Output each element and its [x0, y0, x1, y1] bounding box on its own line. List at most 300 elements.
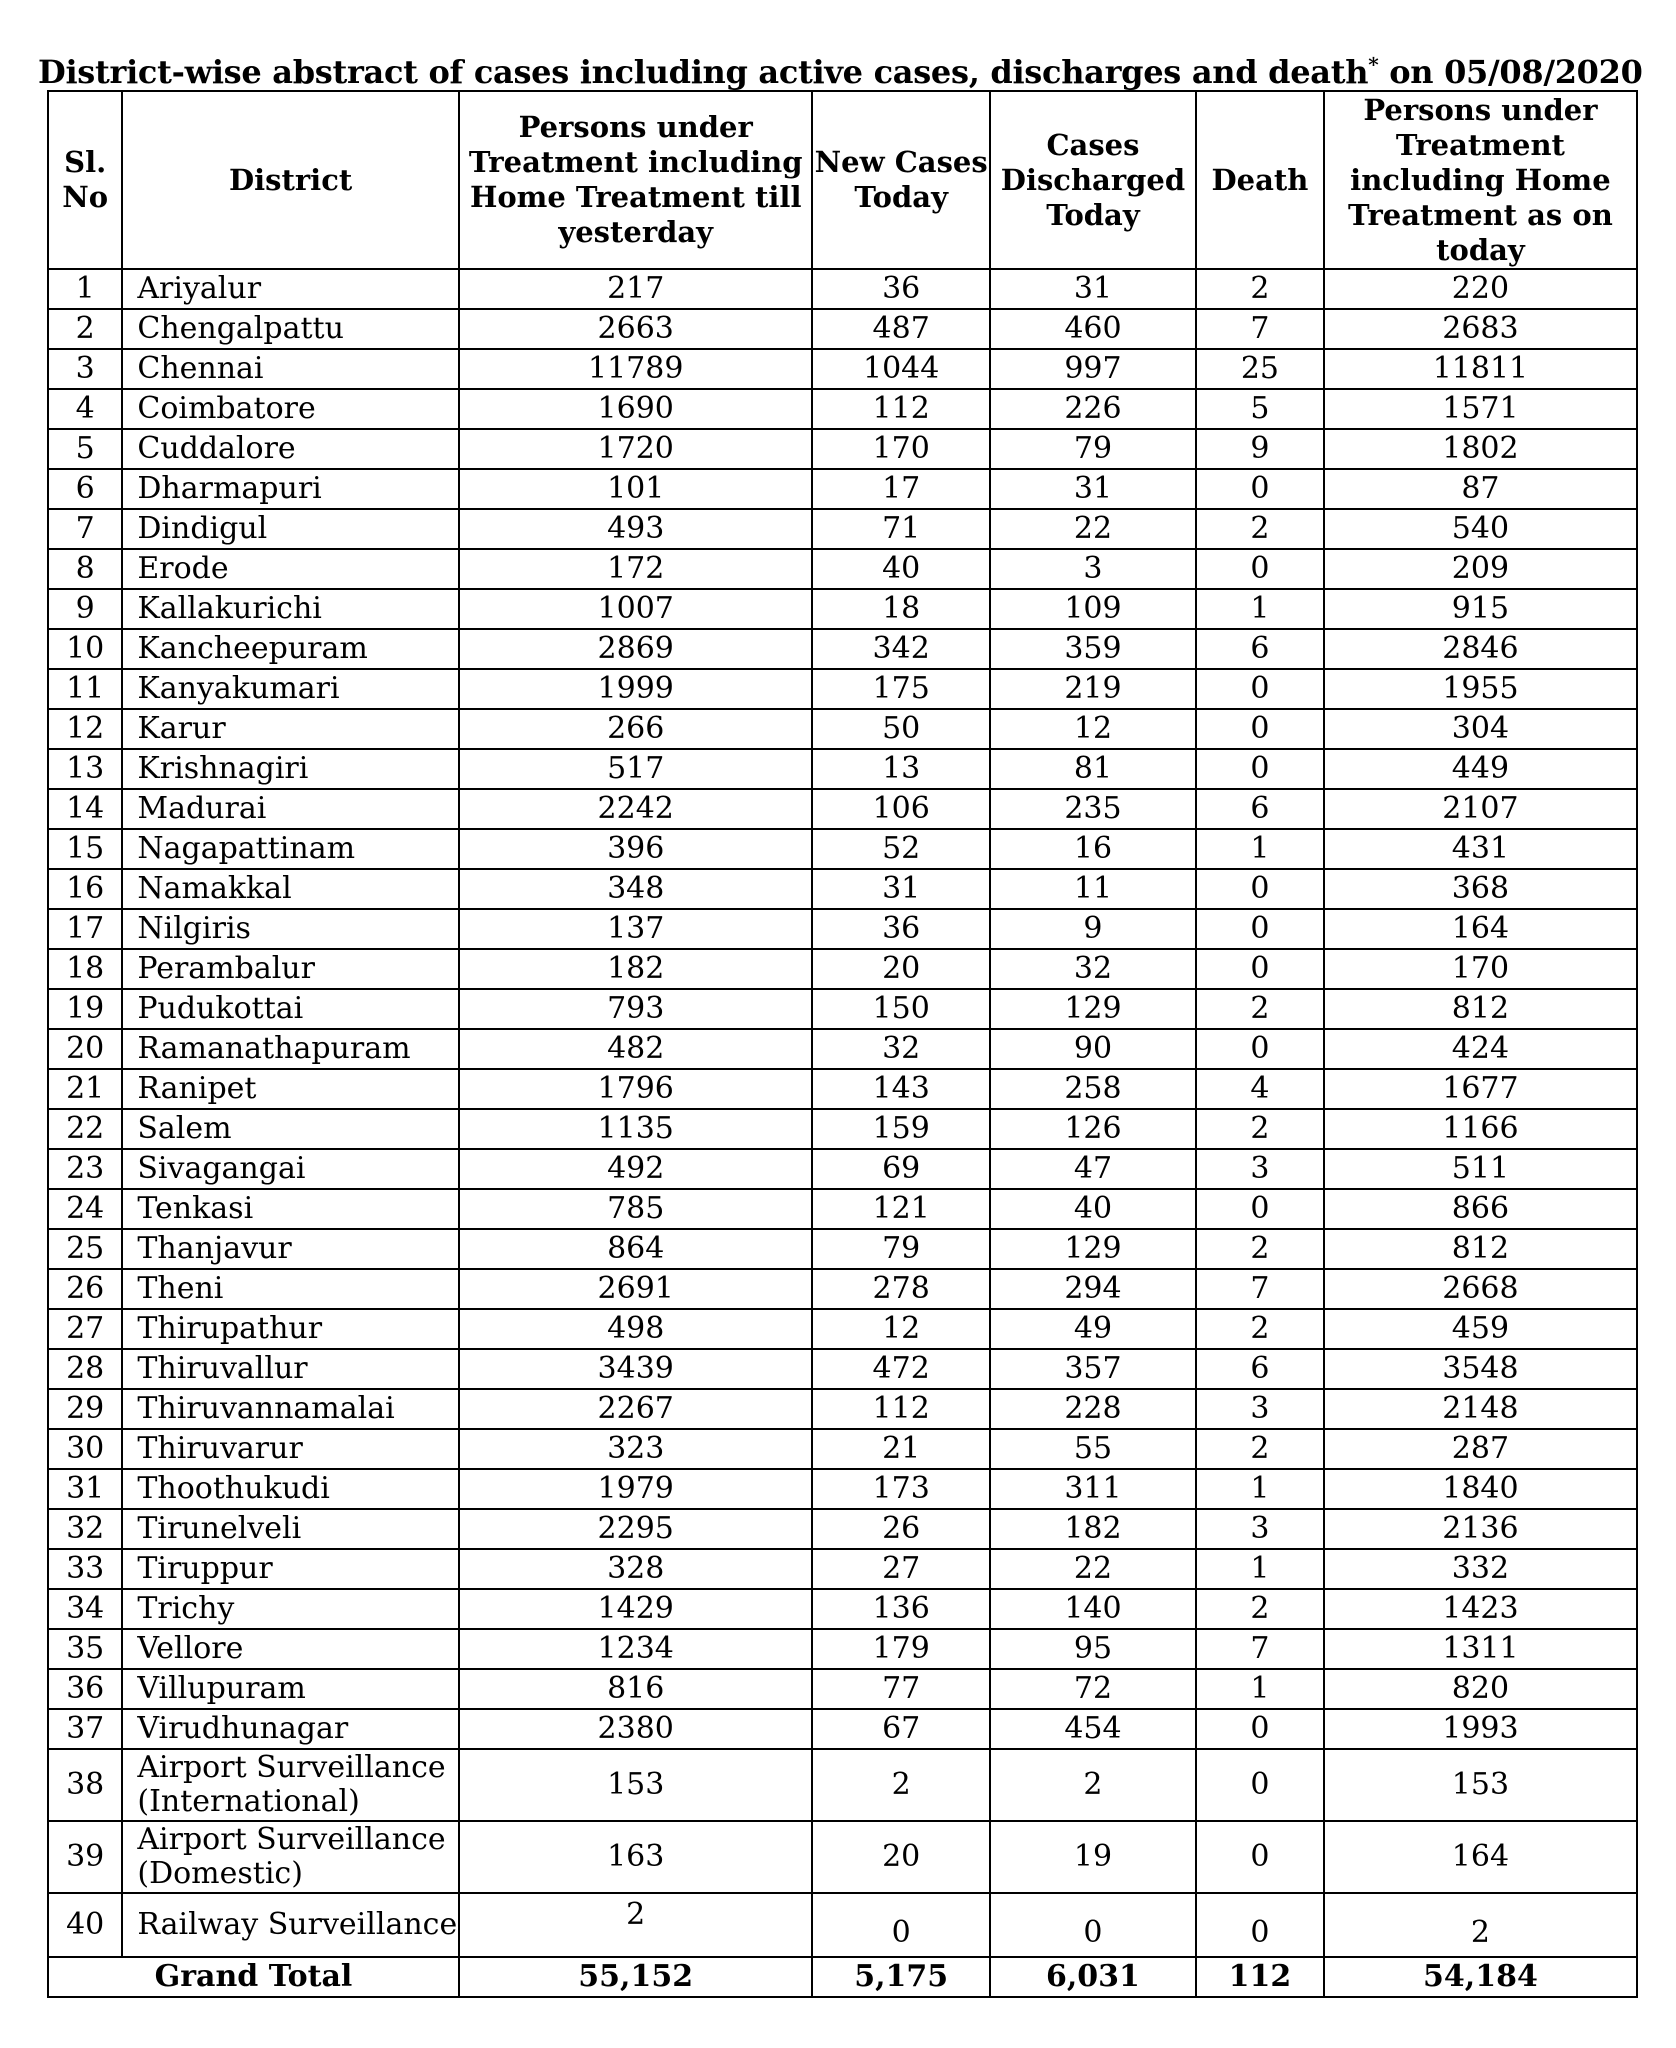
- header-district: District: [122, 91, 459, 269]
- cell-persons-yesterday: 396: [459, 829, 813, 869]
- cell-district: Nagapattinam: [122, 829, 459, 869]
- cell-death: 7: [1196, 1269, 1324, 1309]
- cell-persons-yesterday: 2691: [459, 1269, 813, 1309]
- cell-discharged: 22: [990, 509, 1196, 549]
- header-persons-yesterday: Persons under Treatment including Home Treatment till yesterday: [459, 91, 813, 269]
- grand-total-death: 112: [1196, 1957, 1324, 1997]
- cell-district: Theni: [122, 1269, 459, 1309]
- cell-new-cases: 159: [812, 1109, 989, 1149]
- title-asterisk: *: [1368, 52, 1379, 77]
- cell-sl-no: 12: [48, 709, 122, 749]
- cell-sl-no: 4: [48, 389, 122, 429]
- cell-sl-no: 24: [48, 1189, 122, 1229]
- cell-persons-yesterday: 2242: [459, 789, 813, 829]
- cell-persons-yesterday: 1796: [459, 1069, 813, 1109]
- cell-new-cases: 150: [812, 989, 989, 1029]
- cell-new-cases: 278: [812, 1269, 989, 1309]
- cell-new-cases: 170: [812, 429, 989, 469]
- header-persons-today: Persons under Treatment including Home Treatment as on today: [1324, 91, 1637, 269]
- table-row: [48, 709, 1637, 749]
- title-text: District-wise abstract of cases including active cases, discharges and death: [38, 53, 1369, 91]
- table-row: [48, 1349, 1637, 1389]
- cell-district: Erode: [122, 549, 459, 589]
- cell-persons-today: 164: [1324, 909, 1637, 949]
- cell-sl-no: 13: [48, 749, 122, 789]
- cell-death: 0: [1196, 1749, 1324, 1821]
- cell-discharged: 31: [990, 469, 1196, 509]
- cell-sl-no: 27: [48, 1309, 122, 1349]
- cell-new-cases: 40: [812, 549, 989, 589]
- cell-new-cases: 136: [812, 1589, 989, 1629]
- cell-persons-yesterday: 1999: [459, 669, 813, 709]
- grand-total-yesterday: 55,152: [459, 1957, 813, 1997]
- cell-discharged: 31: [990, 269, 1196, 309]
- table-row: [48, 829, 1637, 869]
- cell-persons-today: 1571: [1324, 389, 1637, 429]
- cell-persons-yesterday: 498: [459, 1309, 813, 1349]
- cell-persons-today: 2136: [1324, 1509, 1637, 1549]
- cell-persons-today: 3548: [1324, 1349, 1637, 1389]
- cell-persons-yesterday: 2869: [459, 629, 813, 669]
- cell-new-cases: 52: [812, 829, 989, 869]
- cell-death: 5: [1196, 389, 1324, 429]
- cell-death: 2: [1196, 1429, 1324, 1469]
- cell-sl-no: 21: [48, 1069, 122, 1109]
- cell-death: 0: [1196, 949, 1324, 989]
- cell-district: Dindigul: [122, 509, 459, 549]
- cell-persons-today: 424: [1324, 1029, 1637, 1069]
- cell-death: 2: [1196, 1229, 1324, 1269]
- cell-death: 0: [1196, 469, 1324, 509]
- cell-new-cases: 342: [812, 629, 989, 669]
- cell-sl-no: 39: [48, 1821, 122, 1893]
- cell-new-cases: 2: [812, 1749, 989, 1821]
- cell-persons-today: 1166: [1324, 1109, 1637, 1149]
- cell-district: Nilgiris: [122, 909, 459, 949]
- cell-persons-today: 915: [1324, 589, 1637, 629]
- cell-sl-no: 22: [48, 1109, 122, 1149]
- cell-persons-today: 2107: [1324, 789, 1637, 829]
- cell-persons-yesterday: 785: [459, 1189, 813, 1229]
- cell-sl-no: 8: [48, 549, 122, 589]
- cell-persons-yesterday: 348: [459, 869, 813, 909]
- cell-persons-yesterday: 2380: [459, 1709, 813, 1749]
- cell-persons-yesterday: 1007: [459, 589, 813, 629]
- cell-sl-no: 6: [48, 469, 122, 509]
- cell-new-cases: 26: [812, 1509, 989, 1549]
- cell-district: Krishnagiri: [122, 749, 459, 789]
- cell-discharged: 55: [990, 1429, 1196, 1469]
- cell-district: Railway Surveillance: [122, 1893, 459, 1957]
- cell-new-cases: 31: [812, 869, 989, 909]
- cell-new-cases: 77: [812, 1669, 989, 1709]
- cell-district: Karur: [122, 709, 459, 749]
- cell-death: 1: [1196, 1549, 1324, 1589]
- cell-persons-today: 1677: [1324, 1069, 1637, 1109]
- grand-total-discharged: 6,031: [990, 1957, 1196, 1997]
- cell-persons-yesterday: 11789: [459, 349, 813, 389]
- cell-sl-no: 14: [48, 789, 122, 829]
- cell-new-cases: 179: [812, 1629, 989, 1669]
- cell-discharged: 109: [990, 589, 1196, 629]
- cell-persons-today: 209: [1324, 549, 1637, 589]
- cell-death: 0: [1196, 909, 1324, 949]
- cell-discharged: 129: [990, 1229, 1196, 1269]
- cell-persons-yesterday: 1135: [459, 1109, 813, 1149]
- cell-discharged: 258: [990, 1069, 1196, 1109]
- cell-new-cases: 50: [812, 709, 989, 749]
- header-row: [48, 91, 1637, 269]
- table-row: [48, 869, 1637, 909]
- cell-sl-no: 23: [48, 1149, 122, 1189]
- table-row: [48, 389, 1637, 429]
- cell-new-cases: 67: [812, 1709, 989, 1749]
- cell-death: 0: [1196, 1709, 1324, 1749]
- cell-discharged: 47: [990, 1149, 1196, 1189]
- cell-discharged: 81: [990, 749, 1196, 789]
- cell-discharged: 228: [990, 1389, 1196, 1429]
- cell-new-cases: 106: [812, 789, 989, 829]
- grand-total-today: 54,184: [1324, 1957, 1637, 1997]
- cell-sl-no: 20: [48, 1029, 122, 1069]
- table-row: [48, 509, 1637, 549]
- cell-district: Dharmapuri: [122, 469, 459, 509]
- cell-sl-no: 25: [48, 1229, 122, 1269]
- cell-new-cases: 175: [812, 669, 989, 709]
- table-row: [48, 909, 1637, 949]
- cell-discharged: 219: [990, 669, 1196, 709]
- cell-death: 2: [1196, 1589, 1324, 1629]
- cell-persons-yesterday: 1690: [459, 389, 813, 429]
- cell-sl-no: 37: [48, 1709, 122, 1749]
- cell-sl-no: 34: [48, 1589, 122, 1629]
- cell-district: Kanyakumari: [122, 669, 459, 709]
- cell-district: Thiruvallur: [122, 1349, 459, 1389]
- cell-discharged: 11: [990, 869, 1196, 909]
- cell-new-cases: 20: [812, 1821, 989, 1893]
- table-row: [48, 949, 1637, 989]
- table-body: [48, 269, 1637, 1957]
- cell-sl-no: 36: [48, 1669, 122, 1709]
- cell-death: 0: [1196, 1189, 1324, 1229]
- cell-discharged: 182: [990, 1509, 1196, 1549]
- table-row: [48, 469, 1637, 509]
- cell-discharged: 16: [990, 829, 1196, 869]
- cell-discharged: 49: [990, 1309, 1196, 1349]
- cell-sl-no: 9: [48, 589, 122, 629]
- cell-discharged: 359: [990, 629, 1196, 669]
- cell-new-cases: 143: [812, 1069, 989, 1109]
- cell-district: Villupuram: [122, 1669, 459, 1709]
- cell-death: 3: [1196, 1509, 1324, 1549]
- table-row: [48, 1629, 1637, 1669]
- cell-death: 3: [1196, 1149, 1324, 1189]
- cell-discharged: 454: [990, 1709, 1196, 1749]
- cell-death: 0: [1196, 709, 1324, 749]
- cell-new-cases: 69: [812, 1149, 989, 1189]
- cell-new-cases: 71: [812, 509, 989, 549]
- cell-persons-today: 449: [1324, 749, 1637, 789]
- cell-district: Ramanathapuram: [122, 1029, 459, 1069]
- cell-persons-today: 304: [1324, 709, 1637, 749]
- cell-sl-no: 3: [48, 349, 122, 389]
- cell-sl-no: 1: [48, 269, 122, 309]
- cell-persons-today: 2668: [1324, 1269, 1637, 1309]
- table-row: [48, 309, 1637, 349]
- cell-persons-today: 511: [1324, 1149, 1637, 1189]
- cell-discharged: 0: [990, 1893, 1196, 1957]
- cell-sl-no: 11: [48, 669, 122, 709]
- cell-district: Thanjavur: [122, 1229, 459, 1269]
- cell-district: Salem: [122, 1109, 459, 1149]
- cell-persons-today: 459: [1324, 1309, 1637, 1349]
- cell-district: Trichy: [122, 1589, 459, 1629]
- cell-new-cases: 173: [812, 1469, 989, 1509]
- cell-persons-yesterday: 517: [459, 749, 813, 789]
- cell-persons-today: 153: [1324, 1749, 1637, 1821]
- cell-persons-today: 1955: [1324, 669, 1637, 709]
- cell-district: Thiruvarur: [122, 1429, 459, 1469]
- cell-district: Tenkasi: [122, 1189, 459, 1229]
- cell-discharged: 40: [990, 1189, 1196, 1229]
- table-row: [48, 1269, 1637, 1309]
- table-row: [48, 589, 1637, 629]
- cell-district: Namakkal: [122, 869, 459, 909]
- cell-persons-yesterday: 3439: [459, 1349, 813, 1389]
- cell-district: Chengalpattu: [122, 309, 459, 349]
- cell-persons-yesterday: 1720: [459, 429, 813, 469]
- cell-discharged: 460: [990, 309, 1196, 349]
- cell-persons-today: 220: [1324, 269, 1637, 309]
- cell-death: 2: [1196, 1109, 1324, 1149]
- cell-new-cases: 36: [812, 909, 989, 949]
- table-row: [48, 1709, 1637, 1749]
- table-row: [48, 629, 1637, 669]
- table-row: [48, 429, 1637, 469]
- cell-discharged: 126: [990, 1109, 1196, 1149]
- cell-new-cases: 13: [812, 749, 989, 789]
- cell-persons-today: 866: [1324, 1189, 1637, 1229]
- cell-district: Perambalur: [122, 949, 459, 989]
- cell-discharged: 311: [990, 1469, 1196, 1509]
- cell-sl-no: 7: [48, 509, 122, 549]
- cell-persons-yesterday: 2267: [459, 1389, 813, 1429]
- table-row: [48, 1749, 1637, 1821]
- cell-persons-yesterday: 101: [459, 469, 813, 509]
- cell-persons-today: 812: [1324, 1229, 1637, 1269]
- cell-persons-yesterday: 217: [459, 269, 813, 309]
- cell-persons-today: 164: [1324, 1821, 1637, 1893]
- cell-persons-today: 820: [1324, 1669, 1637, 1709]
- table-row: [48, 1029, 1637, 1069]
- cell-district: Vellore: [122, 1629, 459, 1669]
- cell-district: Ariyalur: [122, 269, 459, 309]
- cell-persons-yesterday: 172: [459, 549, 813, 589]
- cell-district: Coimbatore: [122, 389, 459, 429]
- cell-persons-yesterday: 482: [459, 1029, 813, 1069]
- cell-persons-today: 2148: [1324, 1389, 1637, 1429]
- cell-discharged: 22: [990, 1549, 1196, 1589]
- cell-persons-today: 368: [1324, 869, 1637, 909]
- cell-persons-yesterday: 493: [459, 509, 813, 549]
- cell-district: Kallakurichi: [122, 589, 459, 629]
- table-row: [48, 1069, 1637, 1109]
- cell-persons-yesterday: 266: [459, 709, 813, 749]
- cell-district: Airport Surveillance (Domestic): [122, 1821, 459, 1893]
- table-row: [48, 1229, 1637, 1269]
- cell-district: Kancheepuram: [122, 629, 459, 669]
- cell-district: Thoothukudi: [122, 1469, 459, 1509]
- cell-new-cases: 17: [812, 469, 989, 509]
- cell-new-cases: 20: [812, 949, 989, 989]
- header-new-cases: New Cases Today: [812, 91, 989, 269]
- cell-death: 6: [1196, 1349, 1324, 1389]
- cell-district: Tirunelveli: [122, 1509, 459, 1549]
- cell-district: Cuddalore: [122, 429, 459, 469]
- cell-discharged: 3: [990, 549, 1196, 589]
- table-row: [48, 669, 1637, 709]
- header-discharged: Cases Discharged Today: [990, 91, 1196, 269]
- cell-district: Sivagangai: [122, 1149, 459, 1189]
- document-title: [38, 52, 1643, 92]
- cell-district: Ranipet: [122, 1069, 459, 1109]
- cell-death: 2: [1196, 1309, 1324, 1349]
- cell-persons-yesterday: 2663: [459, 309, 813, 349]
- cell-persons-yesterday: 323: [459, 1429, 813, 1469]
- cell-sl-no: 2: [48, 309, 122, 349]
- cell-sl-no: 26: [48, 1269, 122, 1309]
- cell-death: 3: [1196, 1389, 1324, 1429]
- table-row: [48, 1309, 1637, 1349]
- cell-new-cases: 121: [812, 1189, 989, 1229]
- cell-district: Virudhunagar: [122, 1709, 459, 1749]
- cell-death: 0: [1196, 1821, 1324, 1893]
- cell-persons-yesterday: 328: [459, 1549, 813, 1589]
- cell-new-cases: 32: [812, 1029, 989, 1069]
- table-row: [48, 349, 1637, 389]
- cell-death: 6: [1196, 789, 1324, 829]
- table-row: [48, 1821, 1637, 1893]
- cell-persons-today: 332: [1324, 1549, 1637, 1589]
- cell-persons-today: 170: [1324, 949, 1637, 989]
- cell-death: 0: [1196, 749, 1324, 789]
- table-row: [48, 1389, 1637, 1429]
- district-abstract-table: [47, 90, 1638, 1998]
- cell-sl-no: 33: [48, 1549, 122, 1589]
- cell-discharged: 357: [990, 1349, 1196, 1389]
- cell-discharged: 129: [990, 989, 1196, 1029]
- cell-district: Tiruppur: [122, 1549, 459, 1589]
- cell-persons-today: 2683: [1324, 309, 1637, 349]
- cell-persons-yesterday: 1234: [459, 1629, 813, 1669]
- cell-new-cases: 112: [812, 1389, 989, 1429]
- cell-persons-today: 1993: [1324, 1709, 1637, 1749]
- cell-persons-yesterday: 163: [459, 1821, 813, 1893]
- cell-new-cases: 18: [812, 589, 989, 629]
- cell-death: 0: [1196, 549, 1324, 589]
- cell-discharged: 140: [990, 1589, 1196, 1629]
- cell-new-cases: 21: [812, 1429, 989, 1469]
- header-sl-no: Sl. No: [48, 91, 122, 269]
- cell-district: Madurai: [122, 789, 459, 829]
- table-row: [48, 989, 1637, 1029]
- cell-persons-yesterday: 1979: [459, 1469, 813, 1509]
- cell-district: Thirupathur: [122, 1309, 459, 1349]
- cell-discharged: 72: [990, 1669, 1196, 1709]
- cell-persons-today: 431: [1324, 829, 1637, 869]
- title-date-prefix: on: [1378, 53, 1445, 91]
- cell-death: 1: [1196, 1469, 1324, 1509]
- cell-persons-yesterday: 492: [459, 1149, 813, 1189]
- table-row: [48, 1149, 1637, 1189]
- cell-sl-no: 19: [48, 989, 122, 1029]
- cell-sl-no: 10: [48, 629, 122, 669]
- cell-persons-yesterday: 153: [459, 1749, 813, 1821]
- cell-persons-today: 2: [1324, 1893, 1637, 1957]
- cell-persons-today: 1423: [1324, 1589, 1637, 1629]
- cell-discharged: 12: [990, 709, 1196, 749]
- cell-new-cases: 487: [812, 309, 989, 349]
- table-row: [48, 1509, 1637, 1549]
- table-row: [48, 269, 1637, 309]
- cell-persons-yesterday: 182: [459, 949, 813, 989]
- cell-discharged: 90: [990, 1029, 1196, 1069]
- cell-sl-no: 15: [48, 829, 122, 869]
- grand-total-row: [48, 1957, 1637, 1997]
- cell-persons-today: 1802: [1324, 429, 1637, 469]
- cell-sl-no: 32: [48, 1509, 122, 1549]
- cell-death: 2: [1196, 269, 1324, 309]
- header-death: Death: [1196, 91, 1324, 269]
- cell-new-cases: 1044: [812, 349, 989, 389]
- cell-persons-yesterday: 2295: [459, 1509, 813, 1549]
- cell-persons-yesterday: 816: [459, 1669, 813, 1709]
- cell-persons-today: 287: [1324, 1429, 1637, 1469]
- cell-discharged: 235: [990, 789, 1196, 829]
- cell-district: Airport Surveillance (International): [122, 1749, 459, 1821]
- cell-new-cases: 112: [812, 389, 989, 429]
- cell-sl-no: 18: [48, 949, 122, 989]
- cell-death: 1: [1196, 1669, 1324, 1709]
- cell-persons-today: 1840: [1324, 1469, 1637, 1509]
- cell-sl-no: 28: [48, 1349, 122, 1389]
- cell-persons-yesterday: 793: [459, 989, 813, 1029]
- cell-death: 25: [1196, 349, 1324, 389]
- cell-discharged: 294: [990, 1269, 1196, 1309]
- cell-persons-yesterday: 137: [459, 909, 813, 949]
- cell-death: 0: [1196, 869, 1324, 909]
- cell-persons-yesterday: 2: [459, 1893, 813, 1957]
- table-row: [48, 789, 1637, 829]
- cell-sl-no: 5: [48, 429, 122, 469]
- table-row: [48, 549, 1637, 589]
- cell-discharged: 2: [990, 1749, 1196, 1821]
- grand-total-label: Grand Total: [48, 1957, 459, 1997]
- table-row: [48, 1893, 1637, 1957]
- cell-sl-no: 30: [48, 1429, 122, 1469]
- table-row: [48, 1469, 1637, 1509]
- cell-sl-no: 29: [48, 1389, 122, 1429]
- cell-persons-today: 812: [1324, 989, 1637, 1029]
- cell-new-cases: 36: [812, 269, 989, 309]
- cell-new-cases: 27: [812, 1549, 989, 1589]
- cell-persons-yesterday: 864: [459, 1229, 813, 1269]
- cell-persons-yesterday: 1429: [459, 1589, 813, 1629]
- cell-persons-today: 2846: [1324, 629, 1637, 669]
- cell-persons-today: 87: [1324, 469, 1637, 509]
- table-row: [48, 1109, 1637, 1149]
- cell-new-cases: 12: [812, 1309, 989, 1349]
